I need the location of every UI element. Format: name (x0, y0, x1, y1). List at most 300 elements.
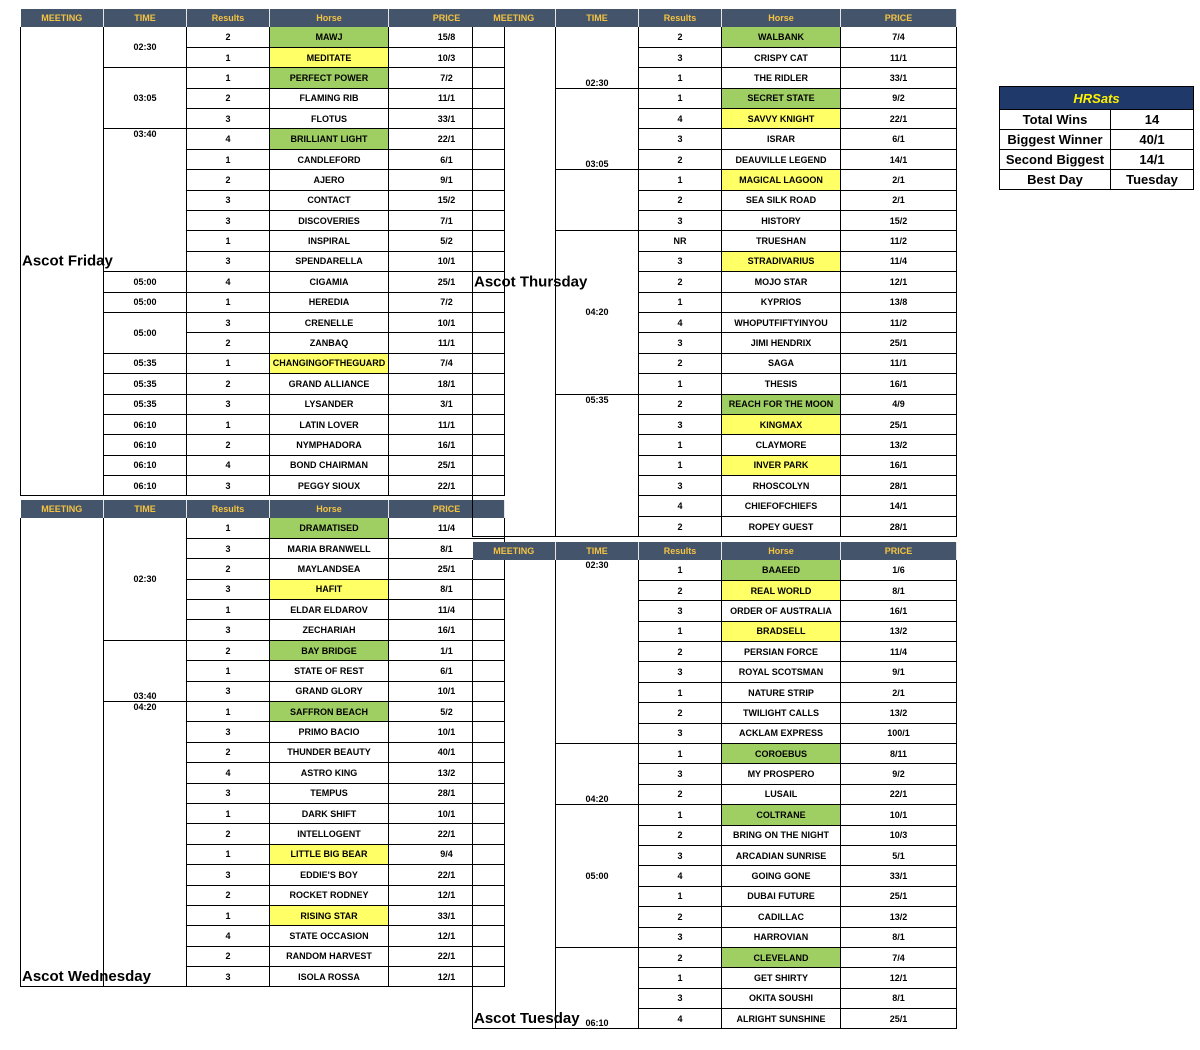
price-cell: 10/1 (389, 681, 505, 701)
price-cell: 16/1 (841, 455, 957, 475)
horse-name: MAGICAL LAGOON (722, 170, 841, 190)
horse-name: AJERO (270, 170, 389, 190)
price-cell: 8/1 (841, 988, 957, 1008)
price-cell: 9/4 (389, 844, 505, 864)
result-cell: 3 (187, 312, 270, 332)
price-cell: 10/1 (389, 722, 505, 742)
result-cell: 1 (187, 353, 270, 373)
horse-name: ROYAL SCOTSMAN (722, 662, 841, 682)
horse-name: FLOTUS (270, 109, 389, 129)
price-cell: 12/1 (389, 926, 505, 946)
race-time: 06:10 (104, 455, 187, 475)
horse-name: BAY BRIDGE (270, 640, 389, 660)
price-cell: 22/1 (841, 109, 957, 129)
price-cell: 15/8 (389, 27, 505, 47)
result-cell: 1 (639, 374, 722, 394)
horse-name: SAGA (722, 353, 841, 373)
price-cell: 10/1 (389, 251, 505, 271)
race-time: 06:10 (556, 947, 639, 1029)
result-cell: 3 (187, 579, 270, 599)
horse-name: KINGMAX (722, 414, 841, 434)
price-cell: 11/2 (841, 231, 957, 251)
col-header-horse: Horse (722, 542, 841, 560)
race-time: 05:35 (104, 353, 187, 373)
horse-name: JIMI HENDRIX (722, 333, 841, 353)
race-time: 02:30 (556, 560, 639, 744)
horse-name: CRENELLE (270, 312, 389, 332)
horse-name: EDDIE'S BOY (270, 865, 389, 885)
horse-name: CIGAMIA (270, 272, 389, 292)
col-header-horse: Horse (270, 500, 389, 518)
price-cell: 11/1 (389, 333, 505, 353)
stats-title: HRSats (1000, 87, 1194, 110)
meeting-name: Ascot Tuesday (474, 1010, 580, 1028)
result-cell: NR (639, 231, 722, 251)
result-cell: 3 (639, 414, 722, 434)
result-cell: 1 (639, 68, 722, 88)
horse-name: COLTRANE (722, 805, 841, 825)
price-cell: 12/1 (389, 967, 505, 987)
result-cell: 1 (187, 702, 270, 722)
result-cell: 3 (187, 394, 270, 414)
stats-label: Total Wins (1000, 110, 1111, 130)
table-row (21, 518, 505, 538)
result-cell: 2 (187, 742, 270, 762)
horse-name: SECRET STATE (722, 88, 841, 108)
price-cell: 2/1 (841, 190, 957, 210)
stats-label: Best Day (1000, 170, 1111, 190)
result-cell: 1 (187, 414, 270, 434)
result-cell: 2 (639, 580, 722, 600)
result-cell: 3 (639, 211, 722, 231)
result-cell: 1 (187, 518, 270, 538)
horse-name: REAL WORLD (722, 580, 841, 600)
horse-name: HAFIT (270, 579, 389, 599)
horse-name: LITTLE BIG BEAR (270, 844, 389, 864)
horse-name: MARIA BRANWELL (270, 538, 389, 558)
result-cell: 1 (639, 88, 722, 108)
ascot-thursday-table (472, 9, 957, 537)
horse-name: STRADIVARIUS (722, 251, 841, 271)
price-cell: 6/1 (841, 129, 957, 149)
stats-value: 40/1 (1111, 130, 1194, 150)
horse-name: BRADSELL (722, 621, 841, 641)
price-cell: 11/1 (841, 47, 957, 67)
horse-name: LUSAIL (722, 784, 841, 804)
price-cell: 11/1 (389, 414, 505, 434)
race-time: 05:00 (104, 292, 187, 312)
price-cell: 6/1 (389, 149, 505, 169)
result-cell: 4 (187, 129, 270, 149)
price-cell: 28/1 (841, 476, 957, 496)
price-cell: 13/2 (841, 703, 957, 723)
horse-name: TWILIGHT CALLS (722, 703, 841, 723)
result-cell: 3 (187, 190, 270, 210)
horse-name: ISOLA ROSSA (270, 967, 389, 987)
horse-name: ZANBAQ (270, 333, 389, 353)
price-cell: 12/1 (841, 272, 957, 292)
result-cell: 3 (187, 211, 270, 231)
price-cell: 16/1 (389, 620, 505, 640)
horse-name: GOING GONE (722, 866, 841, 886)
result-cell: 1 (639, 621, 722, 641)
horse-name: ROPEY GUEST (722, 516, 841, 536)
horse-name: BRING ON THE NIGHT (722, 825, 841, 845)
horse-name: LATIN LOVER (270, 414, 389, 434)
race-time: 03:40 (104, 640, 187, 701)
result-cell: 3 (187, 967, 270, 987)
result-cell: 2 (187, 333, 270, 353)
horse-name: NATURE STRIP (722, 682, 841, 702)
result-cell: 2 (639, 353, 722, 373)
price-cell: 9/1 (389, 170, 505, 190)
result-cell: 4 (187, 926, 270, 946)
header-row (473, 542, 957, 560)
col-header-meeting: MEETING (21, 9, 104, 27)
col-header-price: PRICE (841, 542, 957, 560)
price-cell: 5/2 (389, 702, 505, 722)
stats-summary-table (999, 86, 1194, 190)
result-cell: 2 (639, 825, 722, 845)
price-cell: 25/1 (841, 1009, 957, 1029)
price-cell: 22/1 (841, 784, 957, 804)
result-cell: 3 (639, 927, 722, 947)
price-cell: 10/3 (389, 47, 505, 67)
col-header-time: TIME (556, 542, 639, 560)
stats-label: Second Biggest (1000, 150, 1111, 170)
result-cell: 2 (639, 394, 722, 414)
result-cell: 1 (639, 455, 722, 475)
price-cell: 100/1 (841, 723, 957, 743)
horse-name: MEDITATE (270, 47, 389, 67)
race-time: 03:05 (556, 88, 639, 170)
result-cell: 3 (187, 865, 270, 885)
price-cell: 10/1 (389, 803, 505, 823)
meeting-cell (473, 27, 588, 537)
header-row (21, 9, 505, 27)
horse-name: GRAND ALLIANCE (270, 374, 389, 394)
race-time: 04:20 (556, 744, 639, 805)
stats-row (1000, 110, 1194, 130)
result-cell: 2 (187, 170, 270, 190)
price-cell: 2/1 (841, 682, 957, 702)
col-header-meeting: MEETING (21, 500, 104, 518)
horse-name: SPENDARELLA (270, 251, 389, 271)
race-time: 03:40 (104, 129, 187, 272)
race-time: 05:35 (104, 394, 187, 414)
horse-name: RISING STAR (270, 905, 389, 925)
horse-name: CHANGINGOFTHEGUARD (270, 353, 389, 373)
horse-name: RANDOM HARVEST (270, 946, 389, 966)
horse-name: RHOSCOLYN (722, 476, 841, 496)
result-cell: 3 (639, 47, 722, 67)
table-row (473, 27, 957, 47)
horse-name: HARROVIAN (722, 927, 841, 947)
result-cell: 2 (187, 946, 270, 966)
col-header-time: TIME (104, 9, 187, 27)
horse-name: REACH FOR THE MOON (722, 394, 841, 414)
horse-name: LYSANDER (270, 394, 389, 414)
horse-name: DARK SHIFT (270, 803, 389, 823)
horse-name: SEA SILK ROAD (722, 190, 841, 210)
price-cell: 18/1 (389, 374, 505, 394)
table-row (21, 27, 505, 47)
price-cell: 12/1 (841, 968, 957, 988)
price-cell: 13/2 (841, 435, 957, 455)
price-cell: 15/2 (389, 190, 505, 210)
horse-name: WHOPUTFIFTYINYOU (722, 312, 841, 332)
result-cell: 3 (639, 251, 722, 271)
result-cell: 1 (187, 47, 270, 67)
price-cell: 11/1 (841, 353, 957, 373)
col-header-meeting: MEETING (473, 542, 556, 560)
result-cell: 2 (639, 642, 722, 662)
horse-name: GRAND GLORY (270, 681, 389, 701)
result-cell: 3 (639, 662, 722, 682)
result-cell: 4 (187, 763, 270, 783)
result-cell: 2 (639, 149, 722, 169)
result-cell: 1 (639, 744, 722, 764)
race-time: 06:10 (104, 435, 187, 455)
race-time: 06:10 (104, 414, 187, 434)
horse-name: PERFECT POWER (270, 68, 389, 88)
price-cell: 3/1 (389, 394, 505, 414)
col-header-horse: Horse (722, 9, 841, 27)
horse-name: BRILLIANT LIGHT (270, 129, 389, 149)
price-cell: 11/4 (841, 642, 957, 662)
race-time: 06:10 (104, 476, 187, 496)
result-cell: 1 (187, 661, 270, 681)
result-cell: 1 (639, 560, 722, 580)
result-cell: 4 (639, 312, 722, 332)
result-cell: 4 (187, 272, 270, 292)
result-cell: 2 (187, 88, 270, 108)
result-cell: 3 (639, 988, 722, 1008)
header-row (21, 500, 505, 518)
price-cell: 16/1 (841, 601, 957, 621)
price-cell: 9/2 (841, 764, 957, 784)
price-cell: 14/1 (841, 496, 957, 516)
ascot-friday-table (20, 9, 505, 496)
result-cell: 2 (187, 27, 270, 47)
price-cell: 5/2 (389, 231, 505, 251)
price-cell: 15/2 (841, 211, 957, 231)
result-cell: 3 (639, 601, 722, 621)
race-time: 04:20 (556, 231, 639, 394)
race-time: 02:30 (556, 27, 639, 88)
result-cell: 1 (639, 886, 722, 906)
price-cell: 9/1 (841, 662, 957, 682)
horse-name: STATE OCCASION (270, 926, 389, 946)
price-cell: 25/1 (389, 559, 505, 579)
result-cell: 3 (639, 333, 722, 353)
horse-name: DRAMATISED (270, 518, 389, 538)
price-cell: 11/2 (841, 312, 957, 332)
result-cell: 1 (639, 805, 722, 825)
price-cell: 22/1 (389, 946, 505, 966)
result-cell: 2 (187, 374, 270, 394)
price-cell: 1/1 (389, 640, 505, 660)
result-cell: 4 (187, 455, 270, 475)
result-cell: 3 (639, 129, 722, 149)
result-cell: 3 (187, 109, 270, 129)
meeting-name: Ascot Friday (22, 252, 113, 270)
price-cell: 33/1 (389, 905, 505, 925)
ascot-tuesday-table (472, 542, 957, 1029)
header-row (473, 9, 957, 27)
result-cell: 1 (187, 803, 270, 823)
horse-name: PERSIAN FORCE (722, 642, 841, 662)
result-cell: 2 (187, 435, 270, 455)
col-header-time: TIME (556, 9, 639, 27)
horse-name: KYPRIOS (722, 292, 841, 312)
price-cell: 22/1 (389, 129, 505, 149)
price-cell: 25/1 (841, 414, 957, 434)
stats-label: Biggest Winner (1000, 130, 1111, 150)
race-time: 04:20 (104, 702, 187, 987)
col-header-results: Results (639, 9, 722, 27)
stats-value: 14 (1111, 110, 1194, 130)
result-cell: 1 (639, 682, 722, 702)
result-cell: 3 (187, 681, 270, 701)
col-header-price: PRICE (841, 9, 957, 27)
race-time: 05:35 (556, 394, 639, 537)
race-time: 05:00 (104, 312, 187, 353)
race-time: 05:35 (104, 374, 187, 394)
result-cell: 3 (639, 845, 722, 865)
result-cell: 2 (639, 703, 722, 723)
result-cell: 1 (187, 231, 270, 251)
result-cell: 3 (187, 620, 270, 640)
race-time: 05:00 (104, 272, 187, 292)
price-cell: 6/1 (389, 661, 505, 681)
result-cell: 2 (639, 516, 722, 536)
horse-name: THE RIDLER (722, 68, 841, 88)
horse-name: MAYLANDSEA (270, 559, 389, 579)
horse-name: CLEVELAND (722, 947, 841, 967)
horse-name: CLAYMORE (722, 435, 841, 455)
race-time: 02:30 (104, 518, 187, 640)
result-cell: 1 (187, 844, 270, 864)
price-cell: 33/1 (389, 109, 505, 129)
meeting-cell (21, 27, 113, 496)
price-cell: 28/1 (841, 516, 957, 536)
price-cell: 7/2 (389, 292, 505, 312)
result-cell: 4 (639, 496, 722, 516)
price-cell: 13/2 (389, 763, 505, 783)
price-cell: 16/1 (841, 374, 957, 394)
price-cell: 7/4 (389, 353, 505, 373)
price-cell: 4/9 (841, 394, 957, 414)
price-cell: 10/1 (389, 312, 505, 332)
price-cell: 13/2 (841, 907, 957, 927)
horse-name: BAAEED (722, 560, 841, 580)
price-cell: 22/1 (389, 865, 505, 885)
horse-name: HEREDIA (270, 292, 389, 312)
horse-name: BOND CHAIRMAN (270, 455, 389, 475)
price-cell: 40/1 (389, 742, 505, 762)
horse-name: MOJO STAR (722, 272, 841, 292)
col-header-results: Results (639, 542, 722, 560)
result-cell: 2 (639, 907, 722, 927)
col-header-horse: Horse (270, 9, 389, 27)
price-cell: 13/8 (841, 292, 957, 312)
price-cell: 25/1 (389, 455, 505, 475)
price-cell: 7/2 (389, 68, 505, 88)
horse-name: TRUESHAN (722, 231, 841, 251)
horse-name: SAVVY KNIGHT (722, 109, 841, 129)
horse-name: CHIEFOFCHIEFS (722, 496, 841, 516)
race-time: 02:30 (104, 27, 187, 68)
horse-name: CADILLAC (722, 907, 841, 927)
result-cell: 4 (639, 109, 722, 129)
price-cell: 25/1 (841, 886, 957, 906)
result-cell: 3 (639, 764, 722, 784)
result-cell: 1 (639, 435, 722, 455)
horse-name: CRISPY CAT (722, 47, 841, 67)
stats-row (1000, 130, 1194, 150)
meeting-cell (473, 560, 580, 1029)
ascot-wednesday-table (20, 500, 505, 987)
col-header-results: Results (187, 500, 270, 518)
price-cell: 11/1 (389, 88, 505, 108)
price-cell: 7/4 (841, 947, 957, 967)
horse-name: THESIS (722, 374, 841, 394)
result-cell: 3 (187, 722, 270, 742)
result-cell: 1 (639, 170, 722, 190)
meeting-name: Ascot Thursday (474, 273, 588, 291)
stats-row (1000, 170, 1194, 190)
result-cell: 1 (187, 600, 270, 620)
price-cell: 8/1 (389, 538, 505, 558)
horse-name: INVER PARK (722, 455, 841, 475)
horse-name: ACKLAM EXPRESS (722, 723, 841, 743)
horse-name: INSPIRAL (270, 231, 389, 251)
horse-name: ZECHARIAH (270, 620, 389, 640)
result-cell: 1 (187, 68, 270, 88)
horse-name: MY PROSPERO (722, 764, 841, 784)
result-cell: 3 (187, 538, 270, 558)
horse-name: INTELLOGENT (270, 824, 389, 844)
price-cell: 7/1 (389, 211, 505, 231)
col-header-time: TIME (104, 500, 187, 518)
stats-value: Tuesday (1111, 170, 1194, 190)
result-cell: 2 (187, 885, 270, 905)
price-cell: 8/11 (841, 744, 957, 764)
result-cell: 3 (187, 476, 270, 496)
price-cell: 22/1 (389, 824, 505, 844)
horse-name: CONTACT (270, 190, 389, 210)
horse-name: MAWJ (270, 27, 389, 47)
horse-name: WALBANK (722, 27, 841, 47)
price-cell: 12/1 (389, 885, 505, 905)
horse-name: ELDAR ELDAROV (270, 600, 389, 620)
col-header-results: Results (187, 9, 270, 27)
horse-name: GET SHIRTY (722, 968, 841, 988)
price-cell: 11/4 (389, 518, 505, 538)
result-cell: 1 (187, 905, 270, 925)
price-cell: 8/1 (841, 580, 957, 600)
price-cell: 16/1 (389, 435, 505, 455)
horse-name: STATE OF REST (270, 661, 389, 681)
result-cell: 2 (639, 27, 722, 47)
price-cell: 14/1 (841, 149, 957, 169)
horse-name: DEAUVILLE LEGEND (722, 149, 841, 169)
horse-name: PRIMO BACIO (270, 722, 389, 742)
price-cell: 25/1 (841, 333, 957, 353)
price-cell: 11/4 (389, 600, 505, 620)
price-cell: 5/1 (841, 845, 957, 865)
